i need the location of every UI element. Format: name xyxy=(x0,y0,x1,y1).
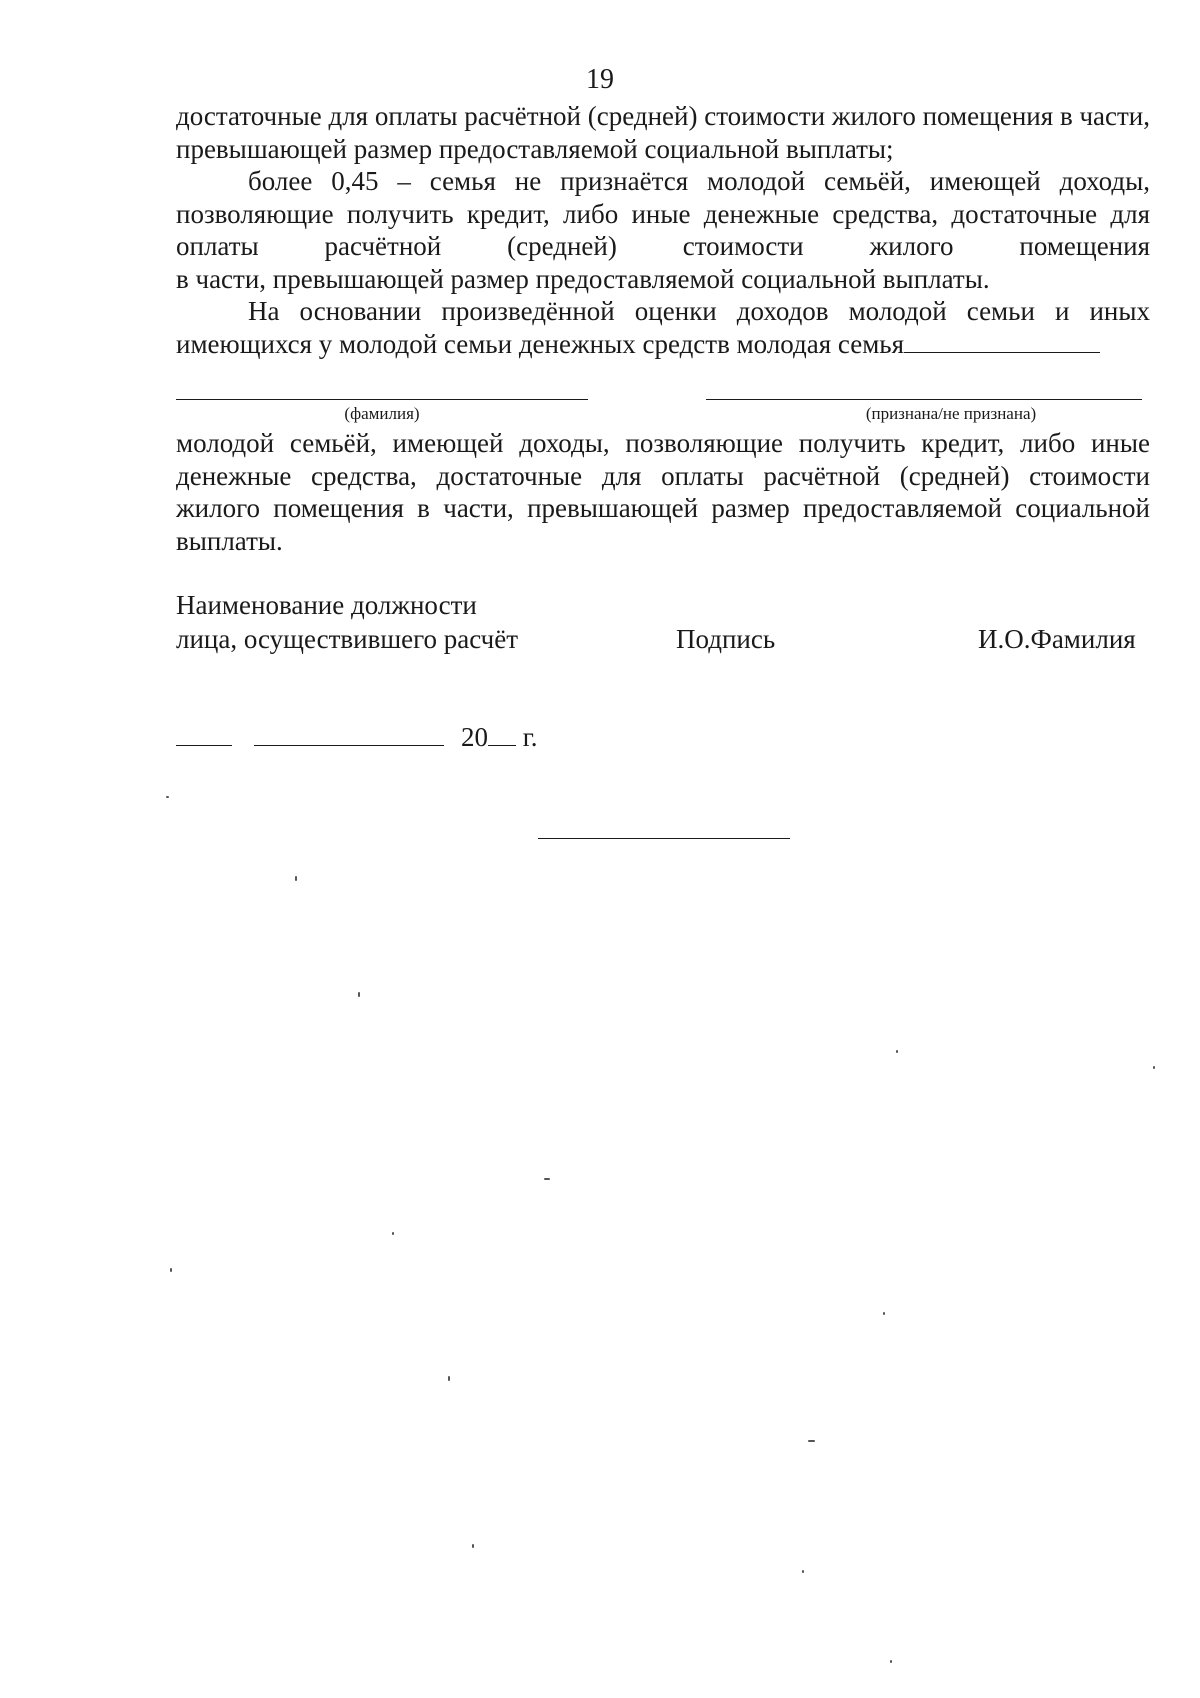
paragraph-continuation: достаточные для оплаты расчётной (средней) стоимости жилого помещения в части, превышающей размер предоставляемой социальной выплаты; xyxy=(176,101,1150,164)
date-year-blank[interactable] xyxy=(488,723,516,746)
paragraph-threshold-end: в части, превышающей размер предоставляемой социальной выплаты. xyxy=(176,263,990,294)
position-title-line2: лица, осуществившего расчёт xyxy=(176,624,519,654)
date-year-suffix: г. xyxy=(522,722,538,752)
page-number: 19 xyxy=(586,64,614,95)
surname-caption: (фамилия) xyxy=(344,404,420,423)
scan-speck xyxy=(890,1660,892,1663)
scan-speck xyxy=(802,1570,804,1573)
scan-speck xyxy=(896,1050,898,1053)
paragraph-conclusion-text: На основании произведённой оценки доходов молодой семьи и иных имеющихся у молодой семьи денежных средств молодая семья xyxy=(176,296,1150,359)
scan-speck xyxy=(1153,1066,1155,1069)
full-name-label: И.О.Фамилия xyxy=(978,624,1136,654)
paragraph-threshold: более 0,45 – семья не признаётся молодой семьёй, имеющей доходы, позволяющие получить кредит, либо иные денежные средства, достаточные для оплаты расчётной (средней) стоимости жилого помещения xyxy=(176,166,1150,261)
date-day-blank[interactable] xyxy=(176,723,232,746)
body-text-top xyxy=(176,100,1150,360)
date-year-prefix: 20 xyxy=(461,722,488,752)
date-month-blank[interactable] xyxy=(254,723,444,746)
family-status-fill-line[interactable] xyxy=(904,330,1100,353)
body-text-bottom xyxy=(176,427,1150,557)
scan-speck xyxy=(166,796,169,798)
scan-speck xyxy=(392,1232,394,1235)
scan-speck xyxy=(883,1312,885,1315)
signature-label: Подпись xyxy=(676,624,776,654)
scan-speck xyxy=(358,992,360,997)
end-separator-line xyxy=(538,838,790,839)
surname-underline[interactable] xyxy=(176,399,588,400)
paragraph-recognition: молодой семьёй, имеющей доходы, позволяющие получить кредит, либо иные денежные средства, достаточные для оплаты расчётной (средней) стоимости жилого помещения в части, превышающей размер предоставляемой социальной выплаты. xyxy=(176,428,1150,556)
scan-speck xyxy=(472,1544,474,1548)
scan-speck xyxy=(544,1178,550,1180)
date-line xyxy=(176,722,538,753)
recognized-underline[interactable] xyxy=(706,399,1142,400)
scan-speck xyxy=(448,1376,450,1381)
paragraph-conclusion xyxy=(176,295,1150,360)
scan-speck xyxy=(170,1268,172,1272)
position-title-line1: Наименование должности xyxy=(176,590,477,620)
scan-speck xyxy=(808,1440,815,1442)
recognized-caption: (признана/не признана) xyxy=(865,404,1037,423)
scan-speck xyxy=(295,876,297,881)
